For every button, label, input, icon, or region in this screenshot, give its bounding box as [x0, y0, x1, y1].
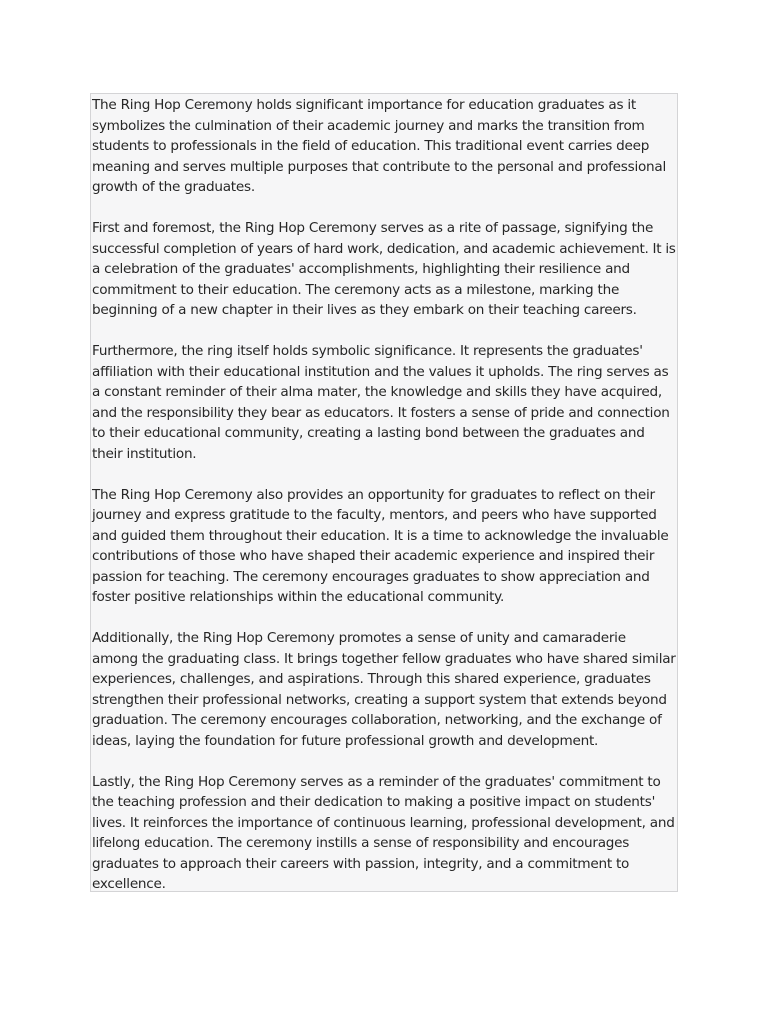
paragraph-line: passion for teaching. The ceremony encourages graduates to show appreciation and	[92, 568, 650, 585]
paragraph-line: foster positive relationships within the educational community.	[92, 589, 505, 605]
paragraph-line: students to professionals in the field of education. This traditional event carries deep	[92, 138, 650, 154]
paragraph-line: and the responsibility they bear as educators. It fosters a sense of pride and connection	[92, 404, 670, 421]
paragraph-line: commitment to their education. The ceremony acts as a milestone, marking the	[92, 281, 620, 298]
paragraph-line: experiences, challenges, and aspirations. Through this shared experience, graduates	[92, 671, 651, 687]
paragraph-line: a constant reminder of their alma mater, the knowledge and skills they have acquired,	[92, 384, 662, 400]
paragraph-line: Furthermore, the ring itself holds symbolic significance. It represents the graduates'	[92, 343, 643, 359]
paragraph-line: The Ring Hop Ceremony holds significant importance for education graduates as it	[92, 97, 637, 113]
paragraph-line: First and foremost, the Ring Hop Ceremony serves as a rite of passage, signifying the	[92, 220, 654, 236]
paragraph-line: among the graduating class. It brings together fellow graduates who have shared similar	[92, 650, 676, 667]
paragraph-line: lifelong education. The ceremony instills a sense of responsibility and encourages	[92, 835, 630, 851]
paragraph-line: journey and express gratitude to the faculty, mentors, and peers who have supported	[92, 507, 657, 523]
paragraph-1	[92, 95, 677, 198]
paragraph-line: lives. It reinforces the importance of continuous learning, professional development, and	[92, 814, 675, 831]
paragraph-line: and guided them throughout their education. It is a time to acknowledge the invaluable	[92, 527, 669, 544]
paragraph-line: excellence.	[92, 876, 166, 892]
paragraph-6	[92, 772, 677, 893]
paragraph-line: to their educational community, creating a lasting bond between the graduates and	[92, 425, 645, 441]
paragraph-line: The Ring Hop Ceremony also provides an opportunity for graduates to reflect on their	[92, 486, 655, 503]
paragraph-line: their institution.	[92, 445, 197, 462]
paragraph-line: beginning of a new chapter in their lives as they embark on their teaching careers.	[92, 302, 637, 318]
paragraph-line: growth of the graduates.	[92, 179, 255, 195]
paragraph-line: Additionally, the Ring Hop Ceremony promotes a sense of unity and camaraderie	[92, 630, 626, 646]
paragraph-line: graduates to approach their careers with passion, integrity, and a commitment to	[92, 855, 630, 872]
paragraph-line: strengthen their professional networks, creating a support system that extends beyond	[92, 691, 667, 708]
paragraph-line: graduation. The ceremony encourages collaboration, networking, and the exchange of	[92, 712, 662, 728]
paragraph-line: a celebration of the graduates' accomplishments, highlighting their resilience and	[92, 261, 630, 277]
paragraph-line: successful completion of years of hard work, dedication, and academic achievement. It is	[92, 240, 676, 257]
paragraph-4	[92, 485, 677, 608]
paragraph-3	[92, 341, 677, 464]
paragraph-5	[92, 628, 677, 751]
paragraph-line: ideas, laying the foundation for future professional growth and development.	[92, 732, 599, 749]
paragraph-line: contributions of those who have shaped their academic experience and inspired their	[92, 548, 655, 564]
paragraph-line: affiliation with their educational institution and the values it upholds. The ring serves as	[92, 363, 669, 380]
paragraph-line: meaning and serves multiple purposes that contribute to the personal and professional	[92, 158, 667, 175]
paragraph-line: Lastly, the Ring Hop Ceremony serves as a reminder of the graduates' commitment to	[92, 773, 661, 790]
paragraph-line: the teaching profession and their dedication to making a positive impact on students'	[92, 794, 656, 810]
paragraph-line: symbolizes the culmination of their academic journey and marks the transition from	[92, 117, 645, 134]
paragraph-2	[92, 218, 677, 321]
text-box	[90, 93, 678, 892]
